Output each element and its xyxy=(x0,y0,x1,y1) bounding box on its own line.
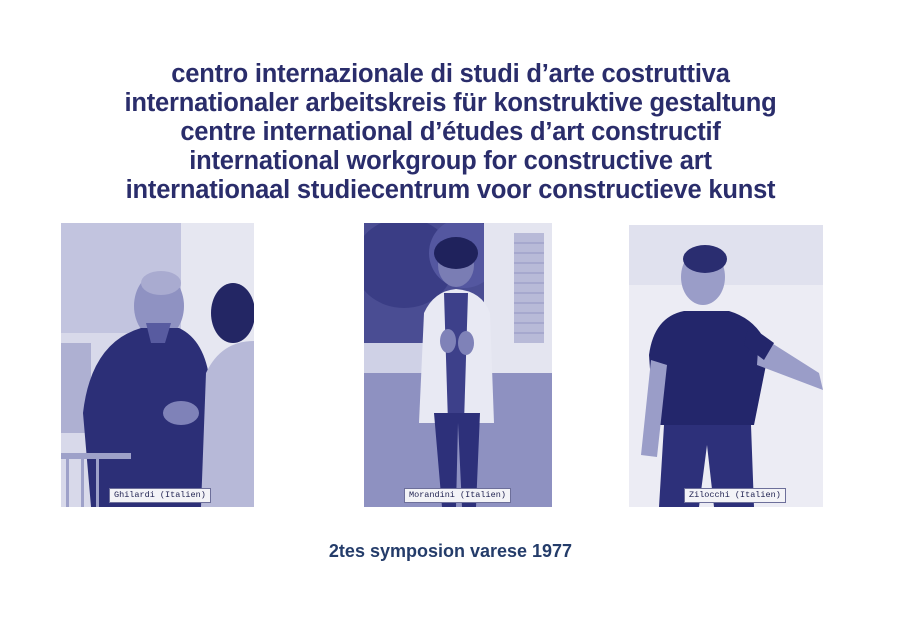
symposium-footer: 2tes symposion varese 1977 xyxy=(328,541,573,561)
caption-morandini: Morandini (Italien) xyxy=(404,488,511,503)
caption-ghilardi: Ghilardi (Italien) xyxy=(109,488,211,503)
title-dutch: internationaal studiecentrum voor constructieve kunst xyxy=(125,176,776,204)
photo-zilocchi xyxy=(629,225,823,507)
photo-morandini xyxy=(364,223,552,507)
photo-morandini-image xyxy=(364,223,552,507)
title-french: centre international d’études d’art constructif xyxy=(180,118,721,146)
title-german: internationaler arbeitskreis für konstruktive gestaltung xyxy=(124,89,777,117)
caption-zilocchi: Zilocchi (Italien) xyxy=(684,488,786,503)
photo-ghilardi-image xyxy=(61,223,254,507)
photo-zilocchi-image xyxy=(629,225,823,507)
title-english: international workgroup for constructive art xyxy=(189,147,712,175)
title-italian: centro internazionale di studi d’arte costruttiva xyxy=(171,60,730,88)
photo-ghilardi xyxy=(61,223,254,507)
multilingual-title-block xyxy=(0,60,901,205)
